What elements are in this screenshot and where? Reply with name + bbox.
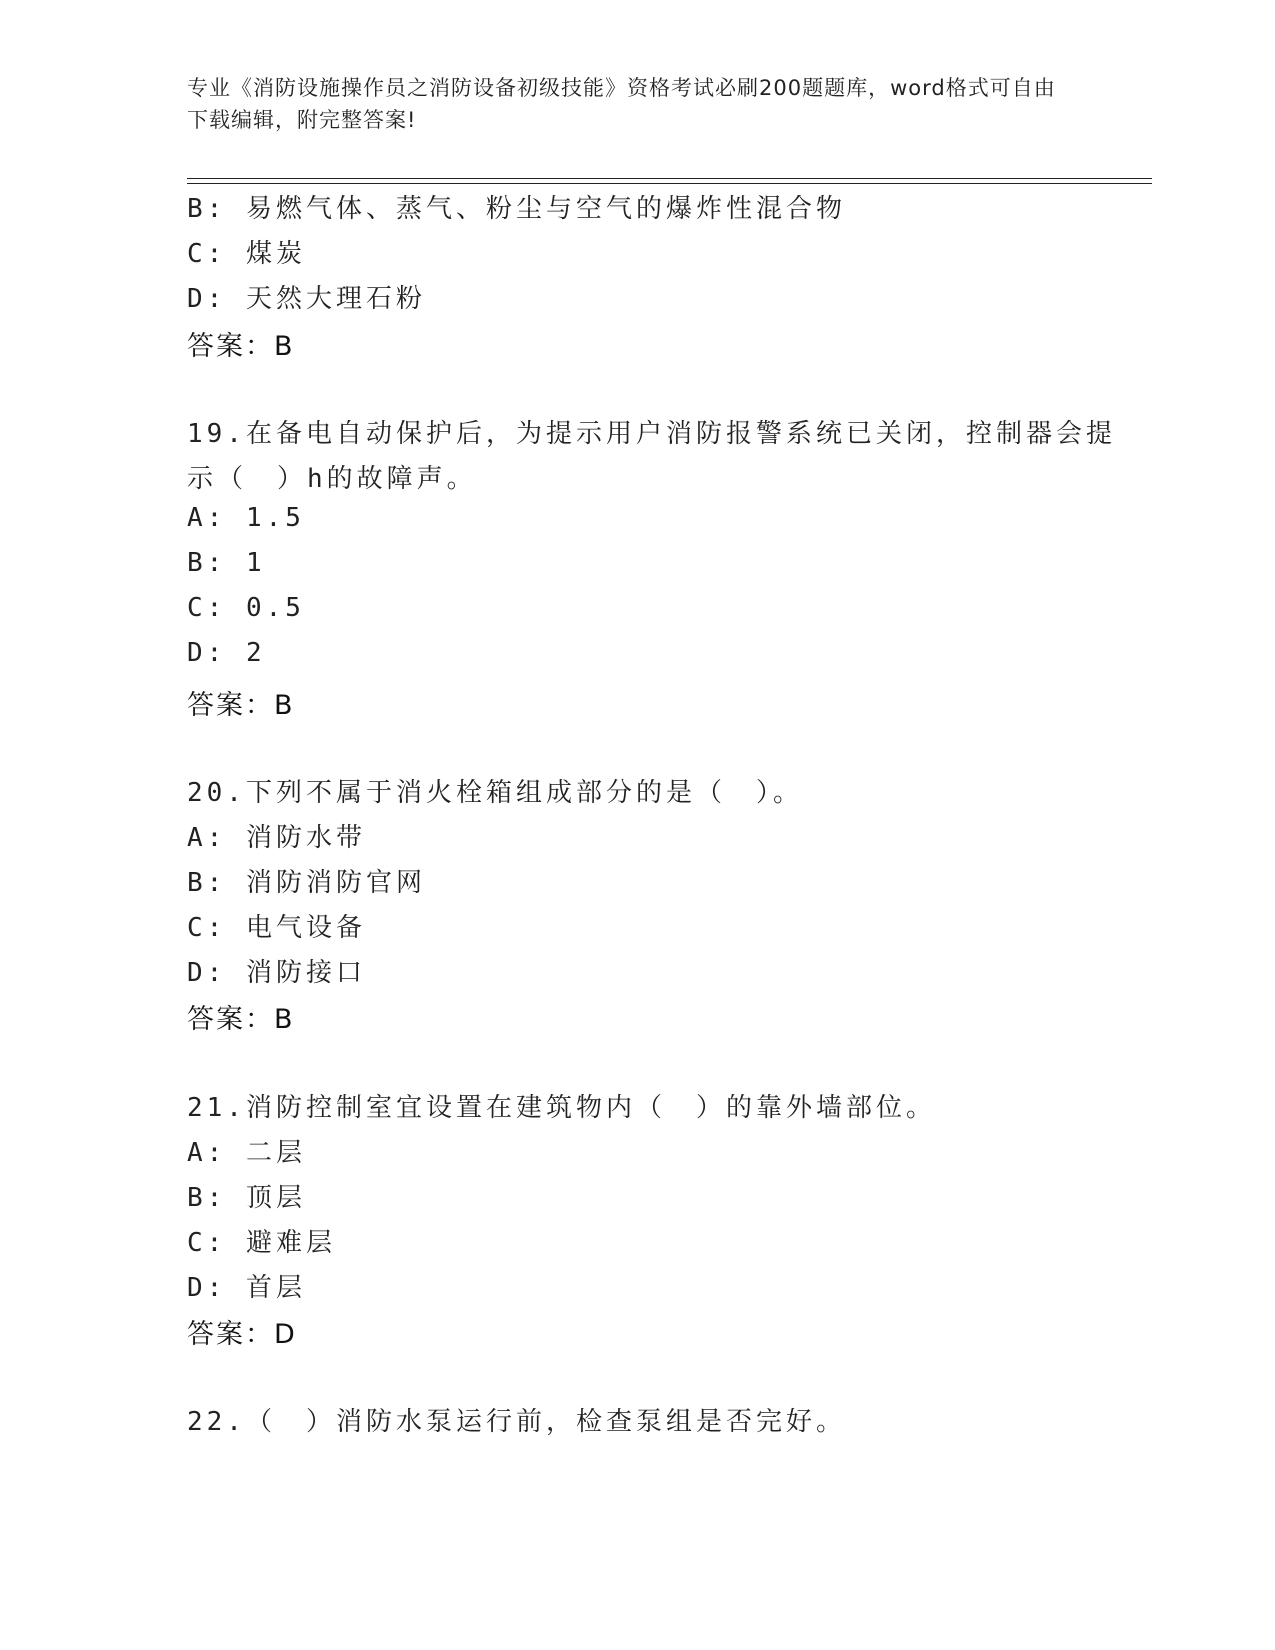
q18-option-b: B: 易燃气体、蒸气、粉尘与空气的爆炸性混合物 [187, 194, 846, 224]
q19-answer: 答案：B [187, 690, 295, 721]
q22-question: 22.（ ）消防水泵运行前，检查泵组是否完好。 [187, 1407, 846, 1437]
q21-option-d: D: 首层 [187, 1273, 306, 1303]
q19-question-line2: 示（ ）h的故障声。 [187, 464, 477, 494]
q20-option-b: B: 消防消防官网 [187, 868, 426, 898]
q18-option-d: D: 天然大理石粉 [187, 284, 426, 314]
q21-answer: 答案：D [187, 1319, 297, 1350]
q20-answer: 答案：B [187, 1004, 295, 1035]
q19-option-a: A: 1.5 [187, 503, 305, 533]
q21-option-a: A: 二层 [187, 1138, 306, 1168]
q18-option-c: C: 煤炭 [187, 239, 306, 269]
q18-answer: 答案：B [187, 331, 295, 362]
q20-option-a: A: 消防水带 [187, 823, 366, 853]
header-divider-top [187, 178, 1152, 179]
q21-option-c: C: 避难层 [187, 1228, 336, 1258]
q20-option-c: C: 电气设备 [187, 913, 366, 943]
q19-question-line1: 19.在备电自动保护后，为提示用户消防报警系统已关闭，控制器会提 [187, 419, 1116, 449]
q20-question: 20.下列不属于消火栓箱组成部分的是（ ）。 [187, 778, 803, 808]
q19-option-b: B: 1 [187, 548, 266, 578]
q20-option-d: D: 消防接口 [187, 958, 366, 988]
header-divider-bottom [187, 183, 1152, 184]
q21-question: 21.消防控制室宜设置在建筑物内（ ）的靠外墙部位。 [187, 1093, 936, 1123]
q21-option-b: B: 顶层 [187, 1183, 306, 1213]
q19-option-d: D: 2 [187, 638, 266, 668]
document-header: 专业《消防设施操作员之消防设备初级技能》资格考试必刷200题题库，word格式可自由下载编辑，附完整答案! [187, 76, 1056, 132]
q19-option-c: C: 0.5 [187, 593, 305, 623]
